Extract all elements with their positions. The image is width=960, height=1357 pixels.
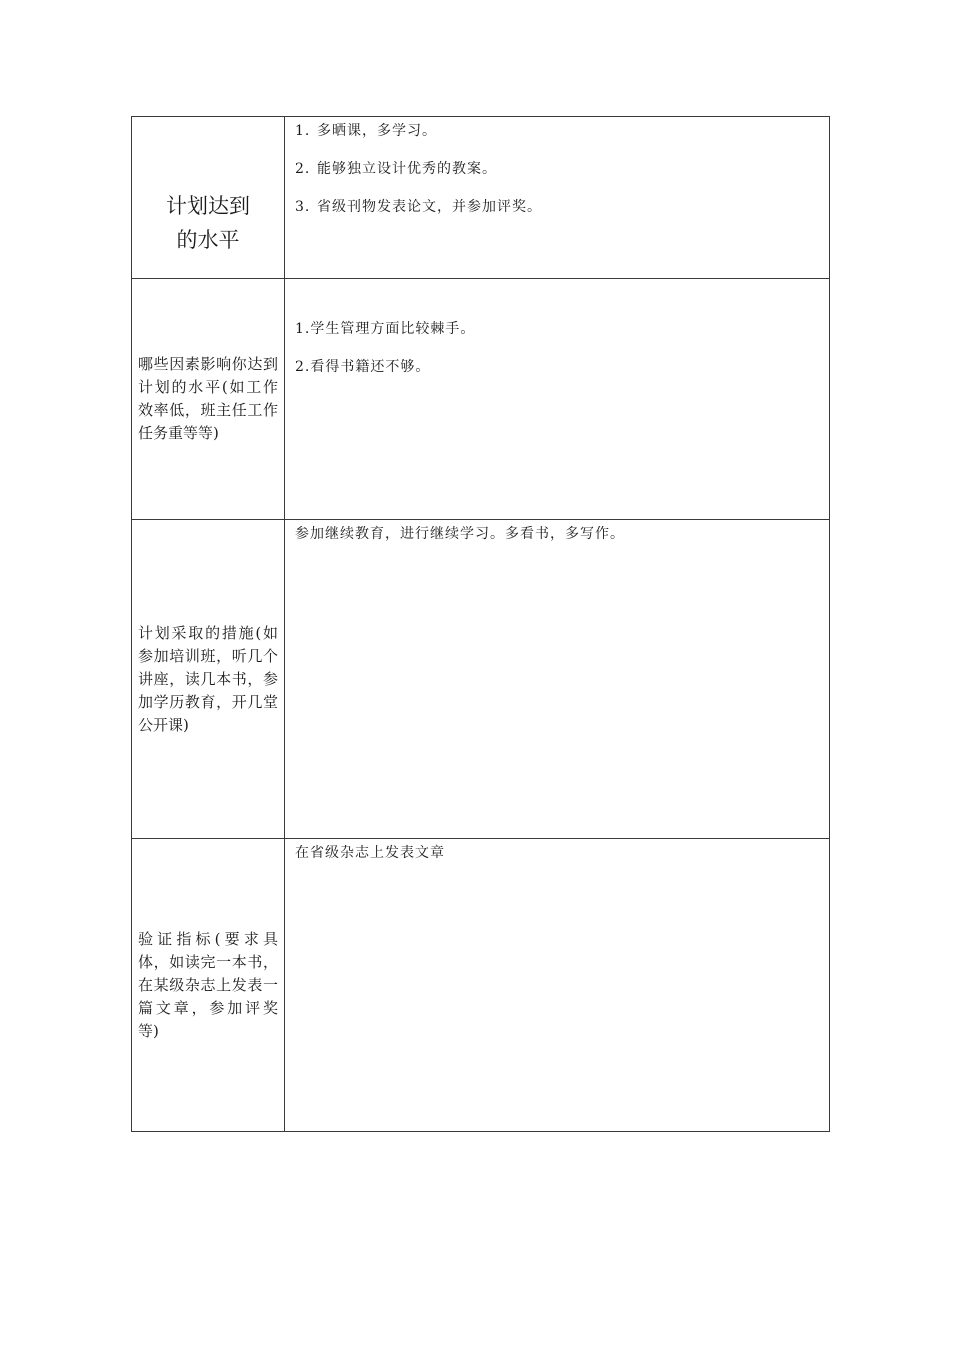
- table-row-verification: [132, 839, 830, 1132]
- row-label-verification: [132, 839, 285, 1132]
- list-item: [295, 121, 819, 141]
- row-content-target-level: [285, 117, 830, 279]
- item-text: 1.学生管理方面比较棘手。: [295, 321, 476, 337]
- item-number: 1.: [295, 123, 311, 139]
- row-content-verification: [285, 839, 830, 1132]
- row-label-target-level: [132, 117, 285, 279]
- row-content-influencing-factors: [285, 279, 830, 520]
- row-label-text: 计划采取的措施(如参加培训班，听几个讲座，读几本书，参加学历教育，开几堂公开课): [138, 623, 278, 734]
- table-row-target-level: [132, 117, 830, 279]
- row-label-text: 计划达到 的水平: [166, 193, 250, 252]
- item-text: 省级刊物发表论文，并参加评奖。: [317, 199, 542, 215]
- list-item: [295, 197, 819, 217]
- table-row-measures: [132, 520, 830, 839]
- row-label-text: 验证指标(要求具体，如读完一本书，在某级杂志上发表一篇文章，参加评奖等): [138, 929, 278, 1040]
- list-item: [295, 357, 819, 377]
- item-text: 多晒课，多学习。: [317, 123, 437, 139]
- row-label-influencing-factors: [132, 279, 285, 520]
- plan-table: [131, 116, 830, 1132]
- item-text: 能够独立设计优秀的教案。: [317, 161, 497, 177]
- list-item: [295, 159, 819, 179]
- list-item: [295, 843, 819, 863]
- table-row-influencing-factors: [132, 279, 830, 520]
- item-text: 在省级杂志上发表文章: [295, 845, 445, 861]
- item-number: 2.: [295, 161, 311, 177]
- row-content-measures: [285, 520, 830, 839]
- list-item: [295, 319, 819, 339]
- row-label-measures: [132, 520, 285, 839]
- item-number: 3.: [295, 199, 311, 215]
- list-item: [295, 524, 819, 544]
- item-text: 参加继续教育，进行继续学习。多看书，多写作。: [295, 526, 625, 542]
- item-text: 2.看得书籍还不够。: [295, 359, 431, 375]
- row-label-text: 哪些因素影响你达到计划的水平(如工作效率低，班主任工作任务重等等): [138, 355, 278, 442]
